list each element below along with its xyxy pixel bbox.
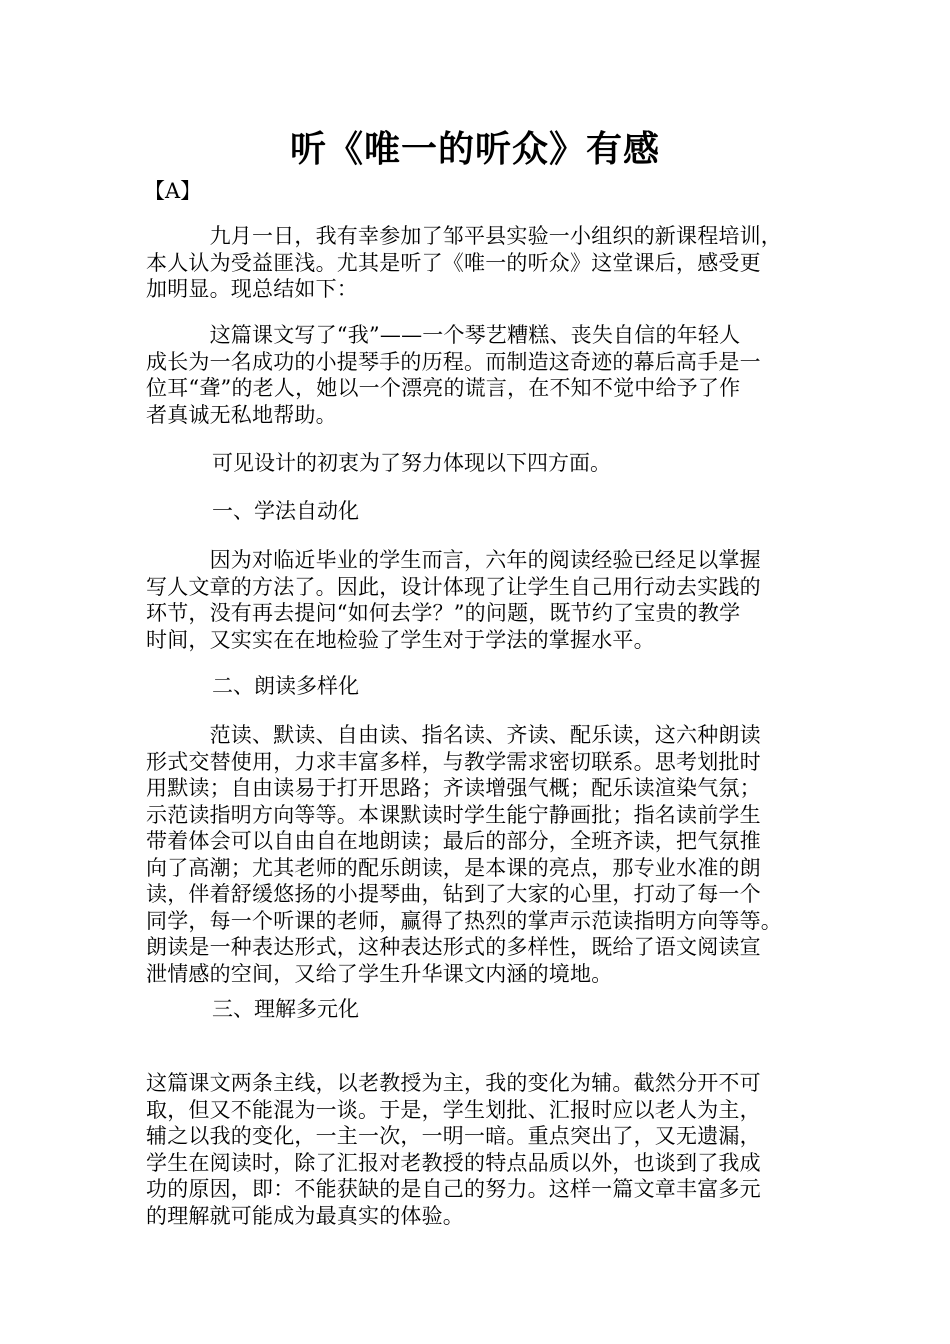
section-tag: 【A】	[144, 179, 202, 203]
heading-learning-methods: 一、学法自动化	[212, 499, 359, 523]
paragraph-reading-variety: 范读、默读、自由读、指名读、齐读、配乐读，这六种朗读 形式交替使用，力求丰富多样，与教学需求密切联系。思考划批时 用默读；自由读易于打开思路；齐读增强气概；配乐读渲染气氛； 示范读指明方向等等。本课默读时学生能宁静画批；指名读前学生 带着体会可以自由自在地朗读；最后的部分，全班齐读，把气氛推 向了高潮；尤其老师的配乐朗读，是本课的亮点，那专业水准的朗 读，伴着舒缓悠扬的小提琴曲，钻到了大家的心里，打动了每一个 同学，每一个听课的老师，赢得了热烈的掌声示范读指明方向等等。 朗读是一种表达形式，这种表达形式的多样性，既给了语文阅读宣 泄情感的空间，又给了学生升华课文内涵的境地。	[146, 723, 782, 986]
paragraph-intro: 九月一日，我有幸参加了邹平县实验一小组织的新课程培训， 本人认为受益匪浅。尤其是听了《唯一的听众》这堂课后，感受更 加明显。现总结如下：	[146, 224, 782, 301]
paragraph-purpose: 可见设计的初衷为了努力体现以下四方面。	[212, 451, 611, 475]
heading-reading-variety: 二、朗读多样化	[212, 674, 359, 698]
paragraph-understanding: 这篇课文两条主线，以老教授为主，我的变化为辅。截然分开不可 取，但又不能混为一谈。于是，学生划批、汇报时应以老人为主， 辅之以我的变化，一主一次，一明一暗。重点突出了，又无遗漏， 学生在阅读时，除了汇报对老教授的特点品质以外，也谈到了我成 功的原因，即：不能获缺的是自己的努力。这样一篇文章丰富多元 的理解就可能成为最真实的体验。	[146, 1071, 761, 1228]
paragraph-summary: 这篇课文写了“我”——一个琴艺糟糕、丧失自信的年轻人 成长为一名成功的小提琴手的历程。而制造这奇迹的幕后高手是一 位耳“聋”的老人，她以一个漂亮的谎言，在不知不觉中给予了作 者真诚无私地帮助。	[146, 323, 761, 427]
document-title: 听《唯一的听众》有感	[289, 129, 660, 170]
heading-understanding: 三、理解多元化	[212, 997, 359, 1021]
paragraph-learning-methods: 因为对临近毕业的学生而言，六年的阅读经验已经足以掌握 写人文章的方法了。因此，设计体现了让学生自己用行动去实践的 环节，没有再去提问“如何去学？”的问题，既节约了宝贵的教学 时间，又实实在在地检验了学生对于学法的掌握水平。	[146, 548, 761, 652]
